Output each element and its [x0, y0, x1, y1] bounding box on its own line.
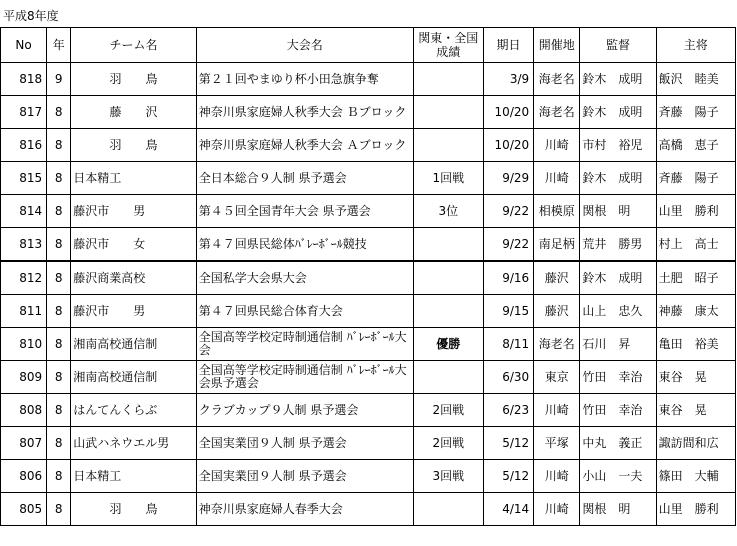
cell-no[interactable]: 814 — [1, 195, 47, 228]
cell-coach[interactable]: 山上 忠久 — [580, 295, 656, 328]
cell-team[interactable]: 湘南高校通信制 — [71, 361, 197, 394]
cell-coach[interactable]: 関根 明 — [580, 195, 656, 228]
cell-tournament[interactable]: 全日本総合９人制 県予選会 — [196, 162, 413, 195]
cell-tournament[interactable]: クラブカップ９人制 県予選会 — [196, 394, 413, 427]
cell-tournament[interactable]: 全国高等学校定時制通信制 ﾊﾞﾚｰﾎﾞｰﾙ大会県予選会 — [196, 361, 413, 394]
cell-coach[interactable]: 荒井 勝男 — [580, 228, 656, 262]
cell-team[interactable]: 羽 鳥 — [71, 493, 197, 526]
cell-year[interactable]: 8 — [47, 427, 71, 460]
cell-result[interactable] — [413, 493, 483, 526]
cell-date[interactable]: 9/16 — [483, 261, 533, 295]
cell-year[interactable]: 8 — [47, 361, 71, 394]
cell-result[interactable]: 3回戦 — [413, 460, 483, 493]
cell-date[interactable]: 10/20 — [483, 129, 533, 162]
cell-no[interactable]: 811 — [1, 295, 47, 328]
cell-result[interactable]: 優勝 — [413, 328, 483, 361]
cell-year[interactable]: 9 — [47, 63, 71, 96]
cell-place[interactable]: 川崎 — [534, 493, 580, 526]
table-row — [1, 195, 736, 228]
cell-year[interactable]: 8 — [47, 394, 71, 427]
cell-year[interactable]: 8 — [47, 295, 71, 328]
cell-date[interactable]: 9/29 — [483, 162, 533, 195]
table-row — [1, 129, 736, 162]
cell-team[interactable]: 藤沢商業高校 — [71, 261, 197, 295]
header-coach[interactable]: 監督 — [580, 28, 656, 63]
cell-no[interactable]: 807 — [1, 427, 47, 460]
cell-captain[interactable]: 東谷 晃 — [656, 361, 735, 394]
cell-team[interactable]: 藤沢市 男 — [71, 195, 197, 228]
cell-team[interactable]: 羽 鳥 — [71, 129, 197, 162]
table-row — [1, 228, 736, 262]
cell-year[interactable]: 8 — [47, 460, 71, 493]
cell-tournament[interactable]: 全国実業団９人制 県予選会 — [196, 427, 413, 460]
cell-tournament[interactable]: 第４５回全国青年大会 県予選会 — [196, 195, 413, 228]
cell-result[interactable] — [413, 63, 483, 96]
header-team[interactable]: チーム名 — [71, 28, 197, 63]
cell-captain[interactable]: 斉藤 陽子 — [656, 96, 735, 129]
cell-result[interactable] — [413, 361, 483, 394]
cell-coach[interactable]: 鈴木 成明 — [580, 63, 656, 96]
cell-no[interactable]: 808 — [1, 394, 47, 427]
cell-place[interactable]: 川崎 — [534, 129, 580, 162]
cell-date[interactable]: 6/30 — [483, 361, 533, 394]
cell-place[interactable]: 海老名 — [534, 96, 580, 129]
cell-place[interactable]: 川崎 — [534, 460, 580, 493]
cell-captain[interactable]: 山里 勝利 — [656, 195, 735, 228]
cell-no[interactable]: 809 — [1, 361, 47, 394]
cell-tournament[interactable]: 神奈川県家庭婦人秋季大会 Ａブロック — [196, 129, 413, 162]
cell-date[interactable]: 10/20 — [483, 96, 533, 129]
cell-coach[interactable]: 鈴木 成明 — [580, 96, 656, 129]
cell-team[interactable]: はんてんくらぶ — [71, 394, 197, 427]
cell-result[interactable] — [413, 261, 483, 295]
table-row — [1, 427, 736, 460]
cell-coach[interactable]: 市村 裕児 — [580, 129, 656, 162]
cell-result[interactable] — [413, 295, 483, 328]
cell-no[interactable]: 806 — [1, 460, 47, 493]
cell-tournament[interactable]: 神奈川県家庭婦人秋季大会 Ｂブロック — [196, 96, 413, 129]
cell-tournament[interactable]: 第４７回県民総合体育大会 — [196, 295, 413, 328]
cell-team[interactable]: 日本精工 — [71, 162, 197, 195]
cell-date[interactable]: 9/22 — [483, 195, 533, 228]
table-row — [1, 63, 736, 96]
cell-captain[interactable]: 村上 高士 — [656, 228, 735, 262]
cell-date[interactable]: 8/11 — [483, 328, 533, 361]
cell-place[interactable]: 川崎 — [534, 162, 580, 195]
cell-tournament[interactable]: 第２１回やまゆり杯小田急旗争奪 — [196, 63, 413, 96]
cell-coach[interactable]: 鈴木 成明 — [580, 162, 656, 195]
cell-result[interactable] — [413, 228, 483, 262]
cell-result[interactable] — [413, 129, 483, 162]
cell-captain[interactable]: 諏訪間和広 — [656, 427, 735, 460]
cell-date[interactable]: 6/23 — [483, 394, 533, 427]
cell-date[interactable]: 9/22 — [483, 228, 533, 262]
cell-place[interactable]: 相模原 — [534, 195, 580, 228]
cell-no[interactable]: 813 — [1, 228, 47, 262]
cell-no[interactable]: 810 — [1, 328, 47, 361]
header-captain[interactable]: 主将 — [656, 28, 735, 63]
cell-date[interactable]: 5/12 — [483, 427, 533, 460]
cell-result[interactable]: 2回戦 — [413, 394, 483, 427]
cell-no[interactable]: 815 — [1, 162, 47, 195]
cell-place[interactable]: 海老名 — [534, 63, 580, 96]
cell-no[interactable]: 818 — [1, 63, 47, 96]
cell-place[interactable]: 藤沢 — [534, 261, 580, 295]
cell-date[interactable]: 3/9 — [483, 63, 533, 96]
cell-year[interactable]: 8 — [47, 162, 71, 195]
cell-team[interactable]: 藤沢市 女 — [71, 228, 197, 262]
results-table — [0, 27, 736, 526]
table-row — [1, 460, 736, 493]
cell-date[interactable]: 9/15 — [483, 295, 533, 328]
header-place[interactable]: 開催地 — [534, 28, 580, 63]
cell-place[interactable]: 平塚 — [534, 427, 580, 460]
cell-captain[interactable]: 飯沢 睦美 — [656, 63, 735, 96]
table-row — [1, 493, 736, 526]
table-row — [1, 162, 736, 195]
header-row — [1, 28, 736, 63]
cell-year[interactable]: 8 — [47, 195, 71, 228]
cell-captain[interactable]: 山里 勝利 — [656, 493, 735, 526]
table-row — [1, 295, 736, 328]
cell-coach[interactable]: 関根 明 — [580, 493, 656, 526]
cell-year[interactable]: 8 — [47, 228, 71, 262]
cell-team[interactable]: 藤沢市 男 — [71, 295, 197, 328]
cell-place[interactable]: 南足柄 — [534, 228, 580, 262]
cell-captain[interactable]: 篠田 大輔 — [656, 460, 735, 493]
cell-captain[interactable]: 高橋 恵子 — [656, 129, 735, 162]
cell-result[interactable] — [413, 96, 483, 129]
cell-tournament[interactable]: 神奈川県家庭婦人春季大会 — [196, 493, 413, 526]
cell-team[interactable]: 湘南高校通信制 — [71, 328, 197, 361]
cell-coach[interactable]: 鈴木 成明 — [580, 261, 656, 295]
cell-coach[interactable]: 竹田 幸治 — [580, 361, 656, 394]
cell-place[interactable]: 藤沢 — [534, 295, 580, 328]
cell-year[interactable]: 8 — [47, 129, 71, 162]
cell-result[interactable]: 2回戦 — [413, 427, 483, 460]
cell-team[interactable]: 羽 鳥 — [71, 63, 197, 96]
cell-date[interactable]: 4/14 — [483, 493, 533, 526]
table-row — [1, 261, 736, 295]
cell-coach[interactable]: 石川 昇 — [580, 328, 656, 361]
sheet-title: 平成8年度 — [3, 9, 59, 23]
header-result[interactable]: 関東・全国成績 — [413, 28, 483, 63]
cell-place[interactable]: 東京 — [534, 361, 580, 394]
header-date[interactable]: 期日 — [483, 28, 533, 63]
table-row — [1, 328, 736, 361]
cell-team[interactable]: 藤 沢 — [71, 96, 197, 129]
cell-captain[interactable]: 斉藤 陽子 — [656, 162, 735, 195]
cell-no[interactable]: 817 — [1, 96, 47, 129]
cell-year[interactable]: 8 — [47, 493, 71, 526]
header-no[interactable]: No — [1, 28, 47, 63]
cell-year[interactable]: 8 — [47, 328, 71, 361]
cell-team[interactable]: 日本精工 — [71, 460, 197, 493]
cell-result[interactable]: 1回戦 — [413, 162, 483, 195]
cell-date[interactable]: 5/12 — [483, 460, 533, 493]
cell-tournament[interactable]: 第４７回県民総体ﾊﾞﾚｰﾎﾞｰﾙ競技 — [196, 228, 413, 262]
table-row — [1, 96, 736, 129]
cell-no[interactable]: 805 — [1, 493, 47, 526]
table-row — [1, 361, 736, 394]
cell-team[interactable]: 山武ハネウエル男 — [71, 427, 197, 460]
cell-no[interactable]: 812 — [1, 261, 47, 295]
cell-tournament[interactable]: 全国実業団９人制 県予選会 — [196, 460, 413, 493]
cell-captain[interactable]: 土肥 昭子 — [656, 261, 735, 295]
cell-captain[interactable]: 神藤 康太 — [656, 295, 735, 328]
cell-year[interactable]: 8 — [47, 261, 71, 295]
cell-coach[interactable]: 小山 一夫 — [580, 460, 656, 493]
cell-result[interactable]: 3位 — [413, 195, 483, 228]
cell-tournament[interactable]: 全国高等学校定時制通信制 ﾊﾞﾚｰﾎﾞｰﾙ大会 — [196, 328, 413, 361]
header-tournament[interactable]: 大会名 — [196, 28, 413, 63]
cell-year[interactable]: 8 — [47, 96, 71, 129]
cell-coach[interactable]: 中丸 義正 — [580, 427, 656, 460]
cell-captain[interactable]: 亀田 裕美 — [656, 328, 735, 361]
header-year[interactable]: 年 — [47, 28, 71, 63]
table-row — [1, 394, 736, 427]
cell-captain[interactable]: 東谷 晃 — [656, 394, 735, 427]
cell-place[interactable]: 海老名 — [534, 328, 580, 361]
cell-place[interactable]: 川崎 — [534, 394, 580, 427]
cell-tournament[interactable]: 全国私学大会県大会 — [196, 261, 413, 295]
cell-coach[interactable]: 竹田 幸治 — [580, 394, 656, 427]
cell-no[interactable]: 816 — [1, 129, 47, 162]
